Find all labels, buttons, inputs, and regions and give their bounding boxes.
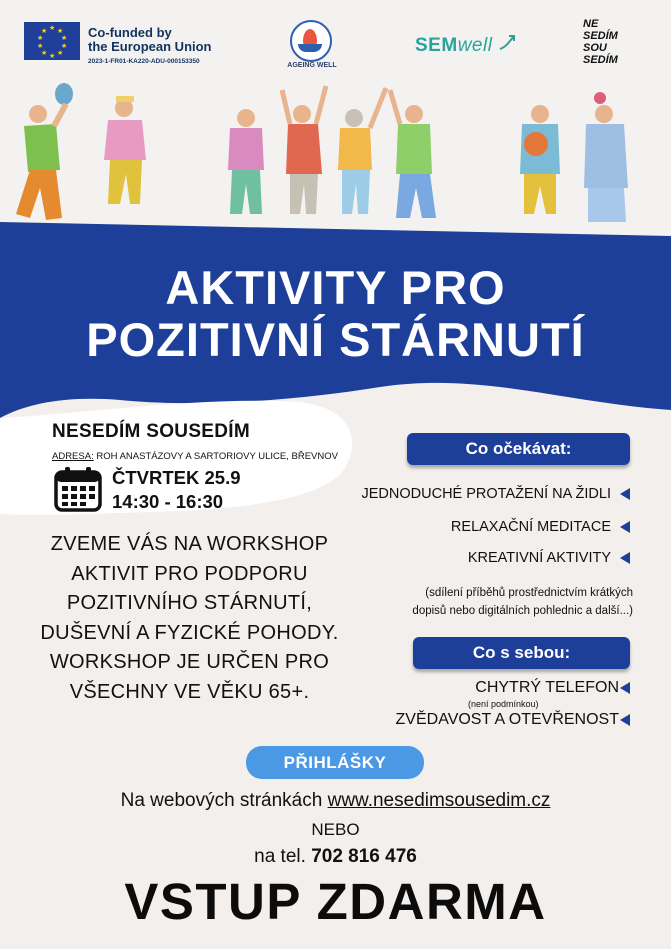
eu-project-code: 2023-1-FR01-KA220-ADU-000153350 bbox=[88, 58, 200, 65]
event-date: ČTVRTEK 25.9 bbox=[112, 467, 241, 488]
logo-line-3: SOU bbox=[583, 42, 607, 54]
ageing-well-label: AGEING WELL bbox=[287, 62, 337, 69]
triangle-bullet-icon bbox=[620, 714, 630, 726]
tel-prefix: na tel. bbox=[254, 846, 312, 867]
registration-badge: PŘIHLÁŠKY bbox=[246, 746, 424, 779]
event-datetime bbox=[112, 466, 241, 514]
person-figure-group bbox=[228, 86, 436, 218]
calendar-icon bbox=[54, 466, 102, 512]
note-line-1: (sdílení příběhů prostřednictvím krátkých bbox=[425, 587, 633, 599]
semwell-logo-well: well bbox=[457, 35, 493, 56]
address-value: ROH ANASTÁZOVY A SARTORIOVY ULICE, BŘEVNOV bbox=[93, 451, 338, 462]
event-address bbox=[52, 451, 338, 462]
triangle-bullet-icon bbox=[620, 552, 630, 564]
registration-phone bbox=[0, 846, 671, 868]
triangle-bullet-icon bbox=[620, 682, 630, 694]
person-figure-1 bbox=[16, 83, 73, 220]
triangle-bullet-icon bbox=[620, 488, 630, 500]
event-time: 14:30 - 16:30 bbox=[112, 491, 224, 512]
semwell-arrow-icon bbox=[498, 33, 520, 53]
organizer-name: NESEDÍM SOUSEDÍM bbox=[52, 421, 250, 442]
person-figure-right bbox=[520, 92, 628, 222]
semwell-logo bbox=[415, 33, 520, 57]
registration-web bbox=[0, 790, 671, 812]
eu-line-1: Co-funded by bbox=[88, 25, 172, 40]
title-line-1: AKTIVITY PRO bbox=[165, 261, 506, 314]
expect-item-stretching: JEDNODUCHÉ PROTAŽENÍ NA ŽIDLI bbox=[361, 486, 611, 502]
triangle-bullet-icon bbox=[620, 521, 630, 533]
page-title bbox=[0, 262, 671, 366]
bring-item-phone: CHYTRÝ TELEFON bbox=[475, 679, 619, 696]
person-figure-2 bbox=[104, 96, 146, 204]
note-line-2: dopisů nebo digitálních pohlednic a další...) bbox=[412, 605, 633, 617]
nesedim-sousedim-logo bbox=[583, 18, 618, 66]
bring-item-curiosity: ZVĚDAVOST A OTEVŘENOST bbox=[395, 711, 619, 728]
semwell-logo-sem: SEM bbox=[415, 35, 458, 56]
eu-line-2: the European Union bbox=[88, 39, 212, 54]
phone-note: (není podmínkou) bbox=[468, 699, 539, 709]
eu-flag-icon: ★ ★ ★ ★ ★ ★ ★ ★ ★ ★ bbox=[24, 22, 80, 60]
expect-item-creative: KREATIVNÍ AKTIVITY bbox=[467, 550, 611, 566]
ageing-well-logo-icon bbox=[290, 20, 332, 62]
website-link[interactable]: www.nesedimsousedim.cz bbox=[327, 790, 551, 811]
title-line-2: POZITIVNÍ STÁRNUTÍ bbox=[86, 313, 585, 366]
expect-item-meditation: RELAXAČNÍ MEDITACE bbox=[450, 519, 611, 535]
address-label: ADRESA: bbox=[52, 451, 94, 462]
expect-heading: Co očekávat: bbox=[407, 433, 630, 465]
web-prefix: Na webových stránkách bbox=[120, 790, 328, 811]
eu-funding-text bbox=[88, 26, 212, 54]
creative-note bbox=[330, 584, 633, 620]
invitation-text: ZVEME VÁS NA WORKSHOP AKTIVIT PRO PODPORU POZITIVNÍHO STÁRNUTÍ, DUŠEVNÍ A FYZICKÉ POHODY. WORKSHOP JE URČEN PRO VŠECHNY VE VĚKU 65+. bbox=[40, 533, 339, 703]
registration-or: NEBO bbox=[311, 820, 360, 839]
seniors-illustration bbox=[0, 78, 671, 238]
bring-heading: Co s sebou: bbox=[413, 637, 630, 669]
phone-number[interactable]: 702 816 476 bbox=[311, 846, 417, 867]
free-entry-banner: VSTUP ZDARMA bbox=[124, 873, 547, 930]
logo-line-1: NE bbox=[583, 18, 599, 30]
logo-line-4: SEDÍM bbox=[583, 54, 618, 66]
logo-line-2: SEDÍM bbox=[583, 30, 618, 42]
